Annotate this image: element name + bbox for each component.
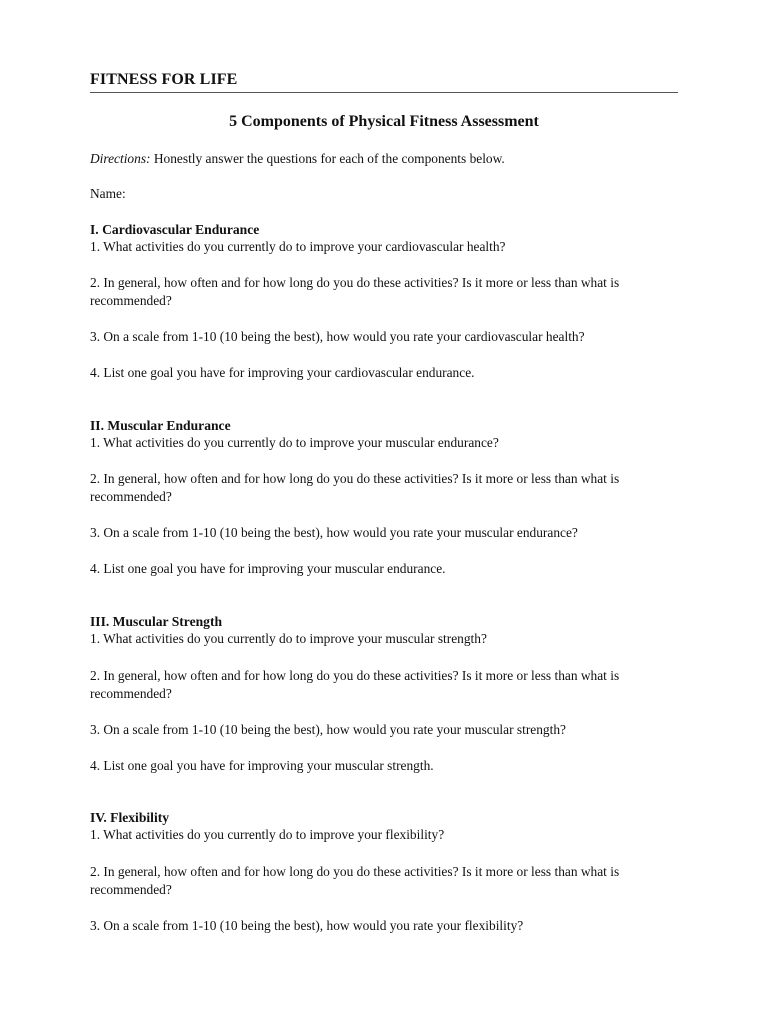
question-endurance-1: 1. What activities do you currently do to improve your muscular endurance? <box>90 435 499 450</box>
directions-text: Honestly answer the questions for each of the components below. <box>153 151 505 166</box>
question-strength-2: 2. In general, how often and for how long do you do these activities? Is it more or less than what is recommended? <box>90 668 620 701</box>
question-flexibility-2: 2. In general, how often and for how long do you do these activities? Is it more or less than what is recommended? <box>90 864 620 897</box>
directions-label: Directions: <box>90 151 151 166</box>
question-endurance-3: 3. On a scale from 1-10 (10 being the best), how would you rate your muscular endurance? <box>90 525 578 540</box>
question-cardio-1: 1. What activities do you currently do to improve your cardiovascular health? <box>90 239 506 254</box>
header-title: FITNESS FOR LIFE <box>90 71 238 88</box>
question-cardio-2: 2. In general, how often and for how long do you do these activities? Is it more or less than what is recommended? <box>90 275 620 308</box>
page-header <box>90 70 678 93</box>
section-heading-muscular-strength: III. Muscular Strength <box>90 614 223 629</box>
question-strength-3: 3. On a scale from 1-10 (10 being the best), how would you rate your muscular strength? <box>90 722 566 737</box>
name-label: Name: <box>90 186 126 201</box>
question-endurance-2: 2. In general, how often and for how long do you do these activities? Is it more or less than what is recommended? <box>90 471 620 504</box>
question-cardio-4: 4. List one goal you have for improving your cardiovascular endurance. <box>90 365 475 380</box>
document-title: 5 Components of Physical Fitness Assessment <box>229 113 539 130</box>
section-heading-flexibility: IV. Flexibility <box>90 810 170 825</box>
section-heading-cardiovascular: I. Cardiovascular Endurance <box>90 222 260 237</box>
question-cardio-3: 3. On a scale from 1-10 (10 being the best), how would you rate your cardiovascular health? <box>90 329 585 344</box>
directions <box>90 150 680 168</box>
question-strength-1: 1. What activities do you currently do to improve your muscular strength? <box>90 631 487 646</box>
question-flexibility-1: 1. What activities do you currently do to improve your flexibility? <box>90 827 445 842</box>
question-strength-4: 4. List one goal you have for improving your muscular strength. <box>90 758 434 773</box>
question-flexibility-3: 3. On a scale from 1-10 (10 being the best), how would you rate your flexibility? <box>90 918 524 933</box>
section-heading-muscular-endurance: II. Muscular Endurance <box>90 418 231 433</box>
question-endurance-4: 4. List one goal you have for improving your muscular endurance. <box>90 561 446 576</box>
